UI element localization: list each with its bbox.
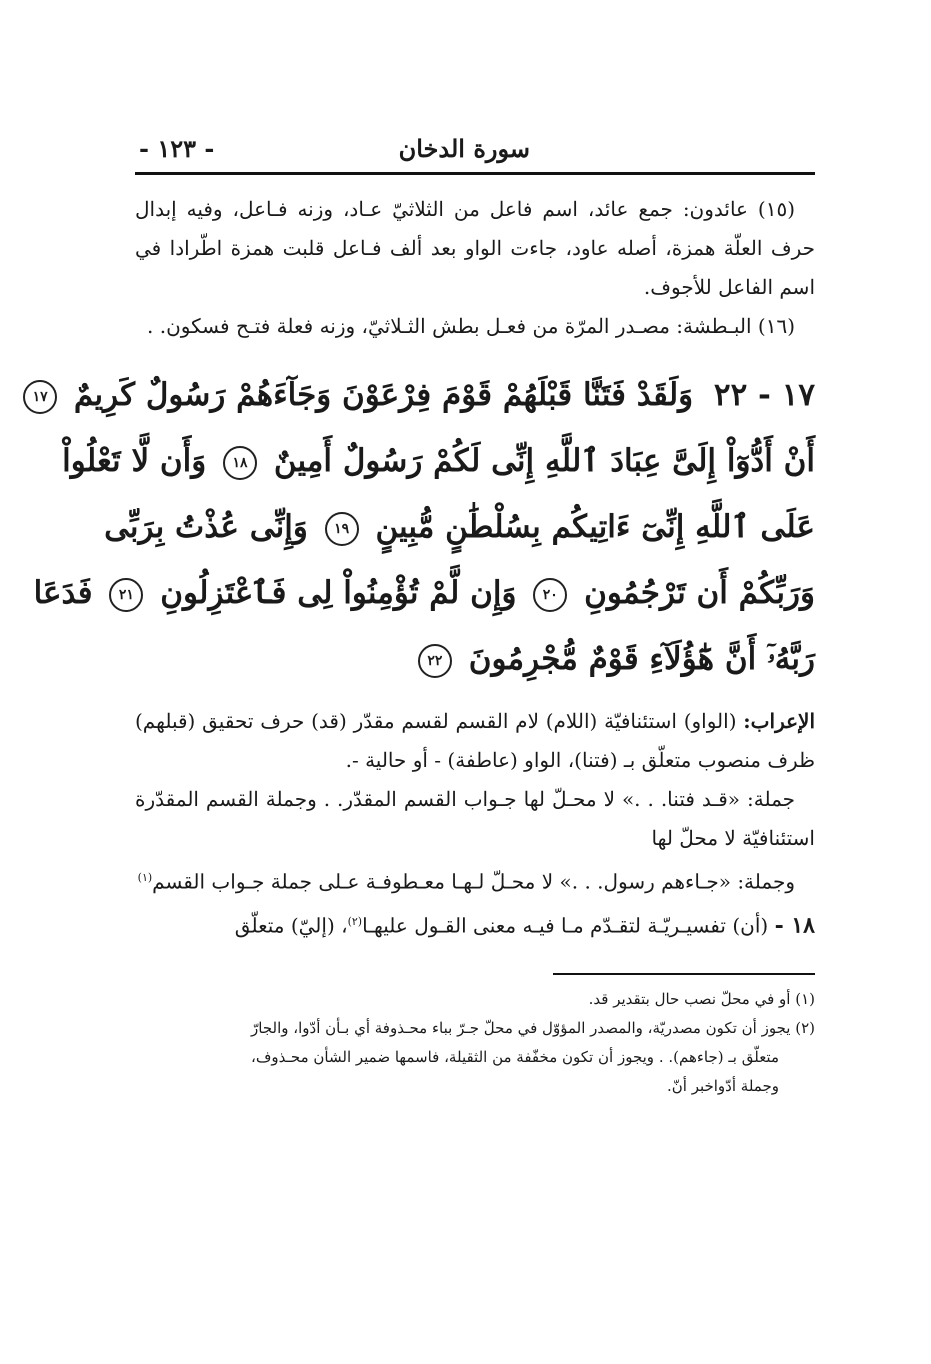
irab-paragraph — [135, 702, 815, 780]
verse-18-text: (أن) تفسيـريّـة لتقـدّم مـا فيـه معنى القـول عليهـا — [362, 913, 769, 938]
ayah-number-mark: ١٨ — [223, 446, 257, 480]
note-15: (١٥) عائدون: جمع عائد، اسم فاعل من الثلاثيّ عـاد، وزنه فـاعل، وفيه إبدال حرف العلّة همزة، أصله عاود، جاءت الواو بعد ألف فـاعل قلبت همزة اطّرادا في اسم الفاعل للأجوف. — [135, 197, 815, 299]
verse-text: أَنْ أَدُّوٓاْ إِلَىَّ عِبَادَ ٱللَّهِ إِنِّى لَكُمْ رَسُولٌ أَمِينٌ — [273, 443, 815, 479]
verse-text: وَأَن لَّا تَعْلُواْ — [62, 443, 207, 479]
ayah-number-mark: ١٩ — [325, 512, 359, 546]
verse-text: وَلَقَدْ فَتَنَّا قَبْلَهُمْ قَوْمَ فِرْعَوْنَ وَجَآءَهُمْ رَسُولٌ كَرِيمٌ — [73, 377, 694, 413]
jumla-2-text: وجملة: «جـاءهم رسول. . .» لا محـلّ لـهـا معـطوفـة عـلى جملة جـواب القسم — [152, 869, 795, 894]
verse-text: فَدَعَا — [33, 575, 93, 611]
footnote-ref-2: (٢) — [347, 914, 363, 928]
verse-line-4 — [33, 560, 815, 626]
ayah-number-mark: ٢٢ — [418, 644, 452, 678]
jumla-2 — [135, 858, 815, 902]
footnote-ref-1: (١) — [137, 871, 153, 884]
jumla-1: جملة: «قـد فتنا. . .» لا محـلّ لها جـواب القسم المقدّر. . وجملة القسم المقدّرة استئنافيّة لا محلّ لها — [135, 787, 815, 850]
verse-text: وَرَبِّكُمْ أَن تَرْجُمُونِ — [584, 575, 815, 611]
verse-line-1 — [32, 362, 815, 428]
irab-text: (الواو) استئنافيّة (اللام) لام القسم لقسم مقدّر (قد) حرف تحقيق (قبلهم) ظرف منصوب متعلّق بـ (فتنا)، الواو (عاطفة) - أو حالية -. — [135, 709, 815, 772]
verse-range: ١٧ - ٢٢ — [713, 377, 815, 413]
footnote-1: (١) أو في محلّ نصب حال بتقدير قد. — [588, 990, 815, 1009]
header-rule — [135, 172, 815, 175]
footnote-2-line-3: وجملة أدّواخبر أنّ. — [666, 1077, 779, 1096]
irab-label: الإعراب: — [743, 709, 815, 733]
verse-text: وَإِن لَّمْ تُؤْمِنُواْ لِى فَٱعْتَزِلُونِ — [160, 575, 517, 611]
ayah-number-mark: ٢٠ — [533, 578, 567, 612]
verse-text: رَبَّهُۥٓ أَنَّ هَٰٓؤُلَآءِ قَوْمٌ مُّجْرِمُونَ — [468, 641, 815, 677]
verse-line-5 — [135, 626, 815, 692]
verse-line-2 — [62, 428, 815, 494]
verse-18-irab — [135, 902, 815, 946]
footnote-rule — [553, 973, 815, 975]
ayah-number-mark: ٢١ — [109, 578, 143, 612]
note-16: (١٦) البـطشة: مصـدر المرّة من فعـل بطش الثـلاثيّ، وزنه فعلة فتـح فسكون. . — [147, 314, 795, 338]
footnote-2-line-1: (٢) يجوز أن تكون مصدريّة، والمصدر المؤوّل في محلّ جـرّ بباء محـذوفة أي بـأن أدّوا، والجارّ — [251, 1019, 815, 1038]
quran-verses — [32, 362, 815, 692]
verse-text: وَإِنِّى عُذْتُ بِرَبِّى — [104, 509, 308, 545]
ayah-number-mark: ١٧ — [23, 380, 57, 414]
page-body — [32, 190, 815, 1101]
page — [32, 120, 815, 1096]
verse-18-tail: ، (إليّ) متعلّق — [234, 913, 348, 938]
verse-line-3 — [104, 494, 815, 560]
verse-text: عَلَى ٱللَّهِ إِنِّىٓ ءَاتِيكُم بِسُلْطَٰنٍ مُّبِينٍ — [375, 509, 815, 545]
running-title: سورة الدخان — [398, 134, 530, 163]
page-number: - ١٢٣ - — [139, 134, 215, 163]
page-header — [135, 120, 815, 172]
verse-18-number: ١٨ - — [774, 912, 815, 939]
footnote-2-line-2: متعلّق بـ (جاءهم). . ويجوز أن تكون مخفّفة من الثقيلة، فاسمها ضمير الشأن محـذوف، — [251, 1048, 779, 1067]
